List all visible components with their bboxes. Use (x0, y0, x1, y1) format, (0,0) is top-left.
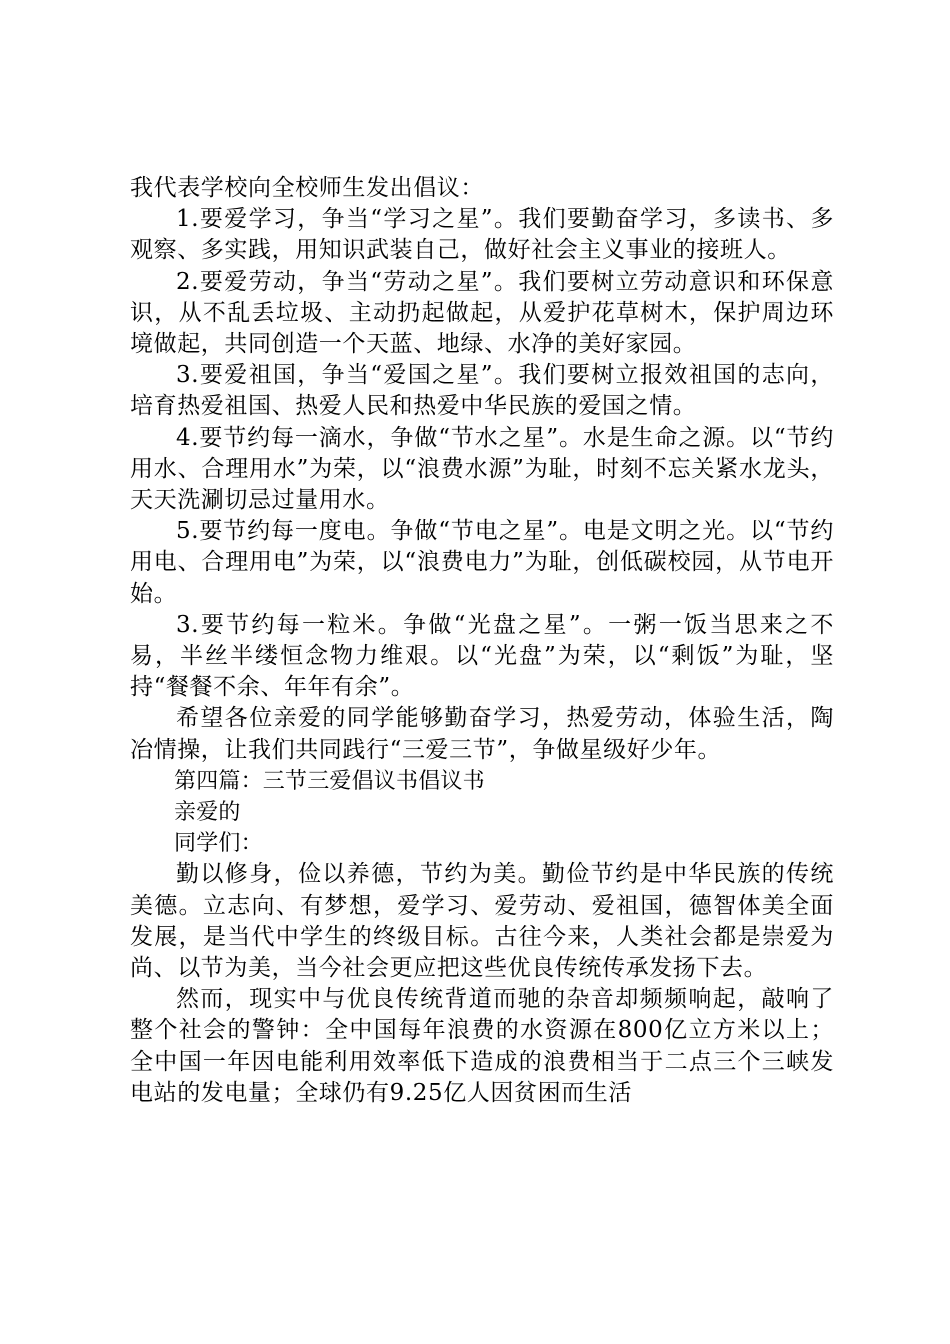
paragraph-item-love-country: 3.要爱祖国，争当“爱国之星”。我们要树立报效祖国的志向，培育热爱祖国、热爱人民和热爱中华民族的爱国之情。 (130, 362, 834, 420)
paragraph-closing-hope: 希望各位亲爱的同学能够勤奋学习，热爱劳动，体验生活，陶冶情操，让我们共同践行“三爱三节”，争做星级好少年。 (130, 705, 834, 763)
paragraph-item-love-labor: 2.要爱劳动，争当“劳动之星”。我们要树立劳动意识和环保意识，从不乱丢垃圾、主动扔起做起，从爱护花草树木，保护周边环境做起，共同创造一个天蓝、地绿、水净的美好家园。 (130, 268, 834, 358)
paragraph-waste-facts: 然而，现实中与优良传统背道而驰的杂音却频频响起，敲响了整个社会的警钟：全中国每年浪费的水资源在800亿立方米以上；全中国一年因电能利用效率低下造成的浪费相当于二点三个三峡发电站的发电量；全球仍有9.25亿人因贫困而生活 (130, 986, 834, 1106)
paragraph-virtue: 勤以修身，俭以养德，节约为美。勤俭节约是中华民族的传统美德。立志向、有梦想，爱学习、爱劳动、爱祖国，德智体美全面发展，是当代中学生的终级目标。古往今来，人类社会都是崇爱为尚、以节为美，当今社会更应把这些优良传统传承发扬下去。 (130, 861, 834, 982)
salutation-line-1: 亲爱的 (174, 800, 241, 826)
salutation-line-2: 同学们： (174, 831, 263, 857)
paragraph-item-save-water: 4.要节约每一滴水，争做“节水之星”。水是生命之源。以“节约用水、合理用水”为荣，以“浪费水源”为耻，时刻不忘关紧水龙头，天天洗涮切忌过量用水。 (130, 424, 834, 514)
paragraph-item-save-electricity: 5.要节约每一度电。争做“节电之星”。电是文明之光。以“节约用电、合理用电”为荣，以“浪费电力”为耻，创低碳校园，从节电开始。 (130, 518, 834, 607)
document-body (130, 173, 834, 1109)
paragraph-item-love-learning: 1.要爱学习，争当“学习之星”。我们要勤奋学习，多读书、多观察、多实践，用知识武装自己，做好社会主义事业的接班人。 (130, 206, 834, 264)
paragraph-intro: 我代表学校向全校师生发出倡议： (130, 175, 484, 201)
section-heading: 第四篇：三节三爱倡议书倡议书 (174, 768, 485, 794)
paragraph-item-save-rice: 3.要节约每一粒米。争做“光盘之星”。一粥一饭当思来之不易，半丝半缕恒念物力维艰。以“光盘”为荣，以“剩饭”为耻，坚持“餐餐不余、年年有余”。 (130, 611, 834, 701)
